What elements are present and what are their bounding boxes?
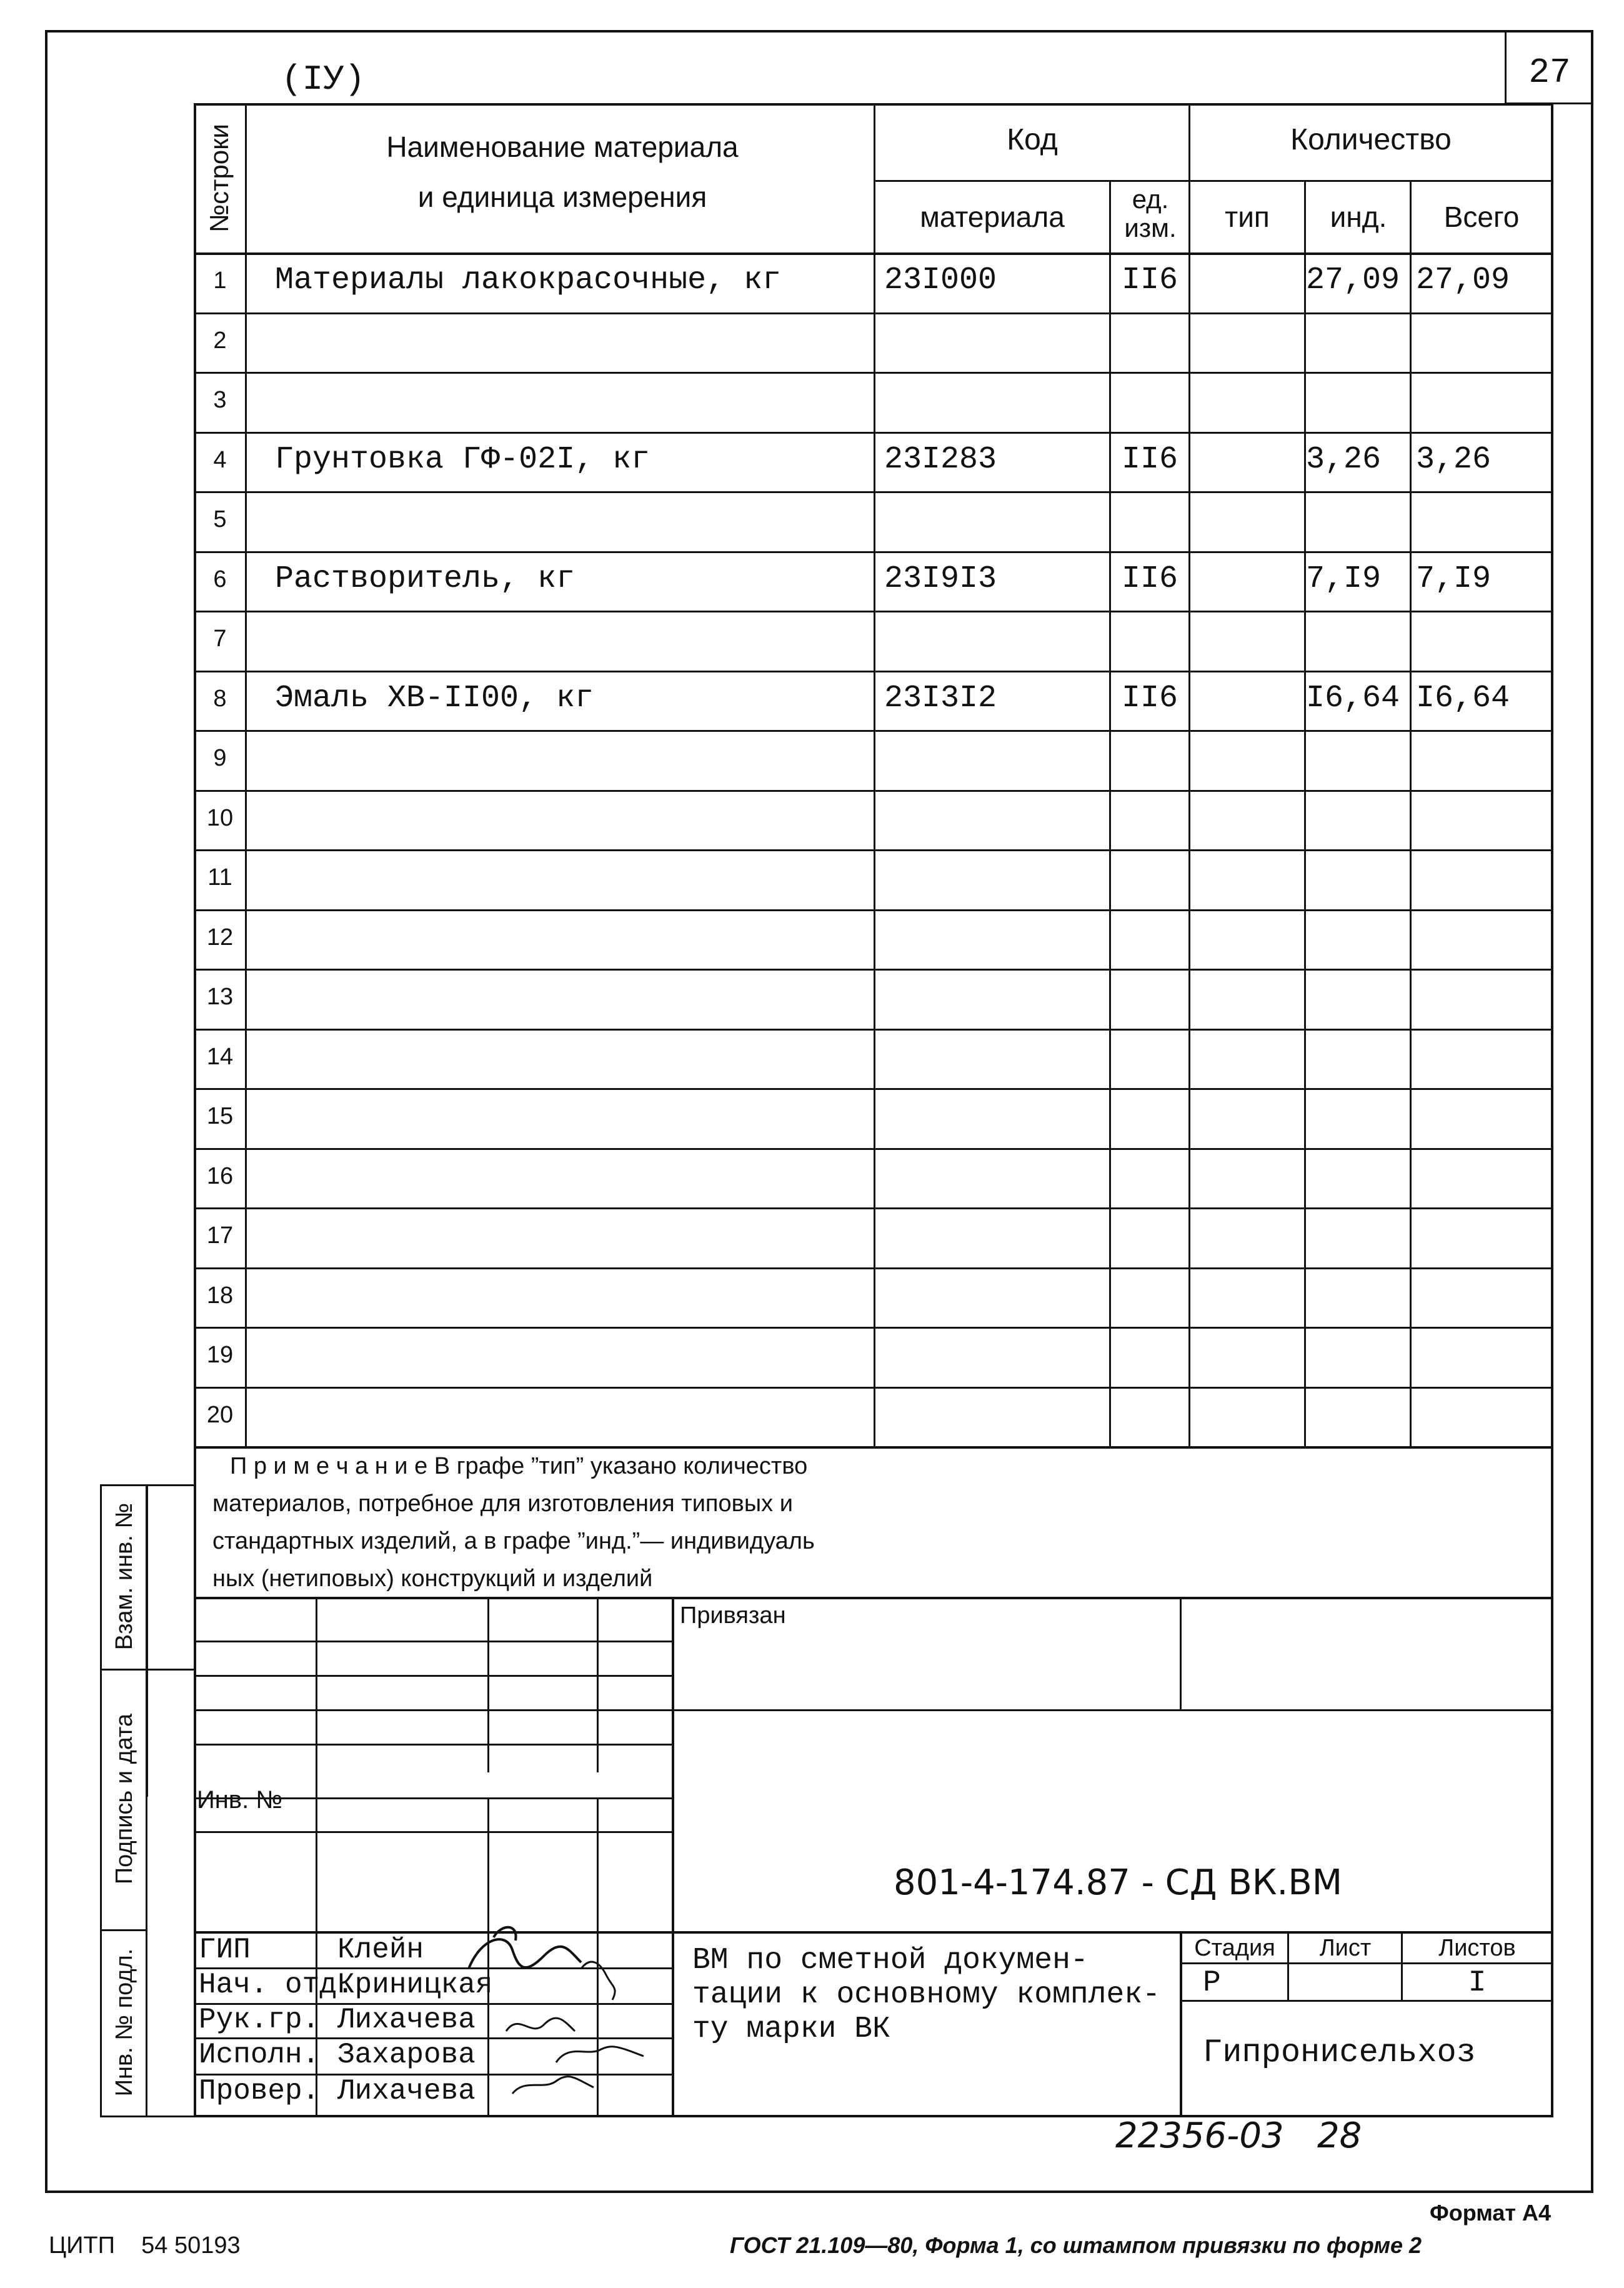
row-number: 16 bbox=[206, 1162, 234, 1189]
row-number: 17 bbox=[206, 1222, 234, 1249]
table-line-v1 bbox=[245, 103, 247, 1447]
row-number: 14 bbox=[206, 1043, 234, 1070]
stamp-grid-h3 bbox=[194, 1709, 1553, 1711]
variant-label: (IУ) bbox=[281, 59, 366, 99]
privyazan-divider bbox=[1180, 1597, 1182, 1709]
stage-block-v1 bbox=[1287, 1931, 1289, 2001]
row-divider bbox=[194, 849, 1553, 851]
row-divider bbox=[194, 1327, 1553, 1329]
row-number: 13 bbox=[206, 984, 234, 1010]
material-name: Материалы лакокрасочные, кг bbox=[275, 262, 782, 298]
row-number: 2 bbox=[213, 327, 227, 354]
signature-name: Лихачева bbox=[337, 2075, 476, 2107]
frame-left bbox=[45, 30, 47, 2192]
row-number: 4 bbox=[213, 446, 227, 473]
stage-value: Р bbox=[1203, 1966, 1221, 2000]
table-line-v5 bbox=[1304, 181, 1306, 1447]
signature-name: Клейн bbox=[337, 1934, 424, 1966]
row-number: 11 bbox=[207, 864, 232, 891]
signature-name: Захарова bbox=[337, 2039, 476, 2071]
material-code: 23I3I2 bbox=[884, 680, 997, 716]
signature-role: ГИП bbox=[199, 1934, 251, 1966]
header-bottom bbox=[194, 252, 1553, 255]
organization-name: Гипронисельхоз bbox=[1203, 2034, 1476, 2071]
note-line-4: ных (нетиповых) конструкций и изделий bbox=[212, 1566, 653, 1592]
material-code: 23I283 bbox=[884, 441, 997, 477]
signature-role: Провер. bbox=[199, 2075, 320, 2107]
row-divider bbox=[194, 312, 1553, 314]
row-divider bbox=[194, 1088, 1553, 1090]
table-line-v6 bbox=[1410, 181, 1412, 1447]
row-divider bbox=[194, 730, 1553, 732]
qty-ind: I6,64 bbox=[1306, 680, 1400, 716]
qty-total: I6,64 bbox=[1416, 680, 1510, 716]
qty-ind: 3,26 bbox=[1306, 441, 1382, 477]
table-line-v3 bbox=[1109, 181, 1111, 1447]
stamp-grid-h1 bbox=[194, 1641, 672, 1642]
stamp-left bbox=[194, 1445, 196, 2117]
stamp-right bbox=[1551, 1445, 1553, 2117]
sheets-label: Листов bbox=[1438, 1935, 1516, 1961]
privyazan-label: Привязан bbox=[680, 1602, 786, 1629]
inv-no-label: Инв. № bbox=[197, 1786, 283, 1814]
handwritten-signatures bbox=[456, 1912, 662, 2100]
row-divider bbox=[194, 969, 1553, 971]
table-line-v7 bbox=[1551, 103, 1553, 1447]
stage-label: Стадия bbox=[1194, 1935, 1275, 1961]
row-divider bbox=[194, 551, 1553, 553]
header-code: Код bbox=[1007, 123, 1058, 156]
qty-total: 27,09 bbox=[1416, 262, 1510, 298]
title-line-3: ту марки ВК bbox=[692, 2012, 890, 2046]
row-divider bbox=[194, 611, 1553, 612]
stamp-top bbox=[194, 1597, 1553, 1599]
frame-right bbox=[1591, 30, 1593, 2192]
row-number: 8 bbox=[213, 685, 227, 712]
row-number: 12 bbox=[206, 924, 234, 951]
note-line-1: П р и м е ч а н и е В графе ”тип” указано количество bbox=[230, 1453, 808, 1479]
qty-ind: 7,I9 bbox=[1306, 561, 1382, 597]
title-line-2: тации к основному комплек- bbox=[692, 1978, 1160, 2012]
row-number: 10 bbox=[206, 804, 234, 831]
inv-row-mask bbox=[318, 1772, 670, 1797]
row-number: 7 bbox=[213, 626, 227, 652]
row-divider bbox=[194, 671, 1553, 672]
stamp-grid-h2 bbox=[194, 1675, 672, 1677]
material-code: 23I9I3 bbox=[884, 561, 997, 597]
margin-line-3 bbox=[100, 2116, 194, 2117]
document-code: 801-4-174.87 - СД ВК.ВМ bbox=[894, 1862, 1343, 1903]
note-line-3: стандартных изделий, а в графе ”инд.”— индивидуаль bbox=[212, 1528, 815, 1554]
stage-block-h2 bbox=[1180, 2000, 1553, 2002]
unit-code: II6 bbox=[1121, 441, 1178, 477]
handwritten-archive-number: 22356-03 28 bbox=[1115, 2116, 1362, 2156]
row-number: 18 bbox=[206, 1282, 234, 1309]
row-number: 20 bbox=[206, 1401, 234, 1428]
margin-vzam-label: Взам. инв. № bbox=[111, 1502, 137, 1651]
signature-name: Криницкая bbox=[337, 1969, 493, 2001]
header-qty-type: тип bbox=[1225, 201, 1270, 233]
header-sub-line bbox=[874, 180, 1553, 182]
row-divider bbox=[194, 491, 1553, 493]
stamp-grid-h6 bbox=[194, 1831, 672, 1833]
header-qty-total: Всего bbox=[1443, 201, 1520, 233]
qty-total: 7,I9 bbox=[1416, 561, 1492, 597]
row-number: 19 bbox=[206, 1342, 234, 1368]
signature-name: Лихачева bbox=[337, 2004, 476, 2036]
format-label: Формат А4 bbox=[1430, 2200, 1552, 2226]
stamp-grid-h4 bbox=[194, 1744, 672, 1746]
material-code: 23I000 bbox=[884, 262, 997, 298]
stage-block-h1 bbox=[1180, 1962, 1553, 1964]
row-number: 1 bbox=[213, 267, 227, 294]
title-line-1: ВМ по сметной докумен- bbox=[692, 1944, 1088, 1977]
row-number: 15 bbox=[206, 1103, 234, 1129]
stage-block-v2 bbox=[1401, 1931, 1403, 2001]
row-divider bbox=[194, 372, 1553, 374]
row-number: 3 bbox=[213, 387, 227, 413]
table-top bbox=[194, 103, 1553, 106]
footer-left: ЦИТП 54 50193 bbox=[49, 2232, 241, 2259]
unit-code: II6 bbox=[1121, 262, 1178, 298]
table-line-v4 bbox=[1188, 103, 1190, 1447]
footer-right: ГОСТ 21.109—80, Форма 1, со штампом привязки по форме 2 bbox=[730, 2232, 1422, 2258]
sheet-label: Лист bbox=[1319, 1935, 1372, 1961]
row-divider bbox=[194, 1029, 1553, 1031]
header-code-material: материала bbox=[920, 201, 1065, 233]
unit-code: II6 bbox=[1121, 680, 1178, 716]
sheets-value: I bbox=[1468, 1966, 1487, 2000]
qty-total: 3,26 bbox=[1416, 441, 1492, 477]
header-row-no: №строки bbox=[204, 124, 234, 232]
signature-role: Нач. отд. bbox=[199, 1969, 354, 2001]
signature-role: Рук.гр. bbox=[199, 2004, 320, 2036]
unit-code: II6 bbox=[1121, 561, 1178, 597]
row-divider bbox=[194, 909, 1553, 911]
header-qty-ind: инд. bbox=[1330, 201, 1387, 233]
material-name: Растворитель, кг bbox=[275, 561, 575, 597]
margin-podpis-label: Подпись и дата bbox=[111, 1713, 137, 1885]
header-code-unit: ед. изм. bbox=[1124, 184, 1177, 242]
signature-role: Исполн. bbox=[199, 2039, 320, 2071]
material-name: Грунтовка ГФ-02I, кг bbox=[275, 441, 650, 477]
header-name-line1: Наименование материала bbox=[386, 131, 739, 163]
row-divider bbox=[194, 432, 1553, 434]
frame-bottom bbox=[45, 2191, 1593, 2193]
row-divider bbox=[194, 1267, 1553, 1269]
sheet-number: 27 bbox=[1528, 52, 1571, 92]
frame-top bbox=[45, 30, 1593, 32]
table-line-v2 bbox=[874, 103, 875, 1447]
margin-strip-right-lower bbox=[146, 1669, 147, 2116]
row-number: 5 bbox=[213, 506, 227, 532]
row-number: 6 bbox=[213, 566, 227, 592]
margin-inv-label: Инв. № подл. bbox=[111, 1948, 137, 2097]
header-name-line2: и единица измерения bbox=[417, 181, 707, 213]
row-divider bbox=[194, 790, 1553, 792]
row-divider bbox=[194, 1207, 1553, 1209]
header-quantity: Количество bbox=[1290, 123, 1452, 156]
margin-strip-left bbox=[100, 1484, 102, 2117]
row-number: 9 bbox=[213, 745, 227, 771]
note-line-2: материалов, потребное для изготовления типовых и bbox=[212, 1491, 793, 1517]
table-bottom bbox=[194, 1446, 1553, 1449]
sheet-box-left bbox=[1505, 30, 1507, 104]
row-divider bbox=[194, 1387, 1553, 1389]
row-divider bbox=[194, 1148, 1553, 1150]
qty-ind: 27,09 bbox=[1306, 262, 1400, 298]
material-name: Эмаль ХВ-II00, кг bbox=[275, 680, 594, 716]
